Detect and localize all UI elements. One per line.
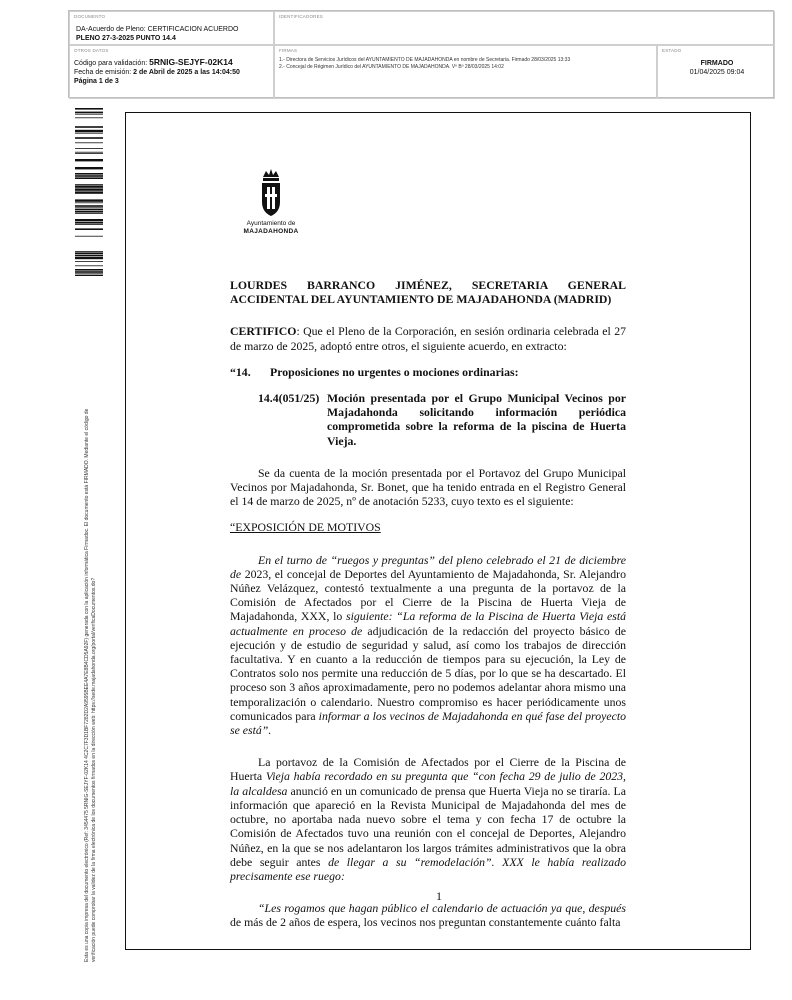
estado-cell xyxy=(657,45,775,99)
exposicion-heading: “EXPOSICIÓN DE MOTIVOS xyxy=(230,520,381,535)
estado-date: 01/04/2025 09:04 xyxy=(689,69,745,76)
validation-header xyxy=(68,10,774,98)
documento-title xyxy=(76,25,271,43)
codigo-label: Código para validación: xyxy=(74,60,148,67)
signatory-title-line-2: ACCIDENTAL DEL AYUNTAMIENTO DE MAJADAHONDA (MADRID) xyxy=(230,292,612,307)
sidebar-line-1: Esta es una copia impresa del documento electrónico (Ref: 3454475 5RNIG-SEJYF-02K14 4C2C7F3D1BF7282D2A9595BEE4A7E8B4CD5A92F) generada con la aplicación informática Firmadoc. El documento está FIRMADO. Mediante el código de xyxy=(84,408,90,962)
crown-shield-icon xyxy=(258,168,284,218)
mocion-title: Moción presentada por el Grupo Municipal Vecinos por Majadahonda solicitando información periódica comprometida sobre la reforma de la piscina de Huerta Vieja. xyxy=(327,391,626,448)
certifico-text: : Que el Pleno de la Corporación, en sesión ordinaria celebrada el 27 de marzo de 2025, adoptó entre otros, el siguiente acuerdo, en extracto: xyxy=(230,324,626,353)
codigo-value: 5RNIG-SEJYF-02K14 xyxy=(149,57,233,67)
otros-label: OTROS DATOS xyxy=(74,48,109,53)
signatory-title-line-1: LOURDES BARRANCO JIMÉNEZ, SECRETARIA GENERAL xyxy=(230,278,626,292)
documento-line-2: PLENO 27-3-2025 PUNTO 14.4 xyxy=(76,35,176,42)
documento-cell xyxy=(69,11,274,45)
otros-datos-cell xyxy=(69,45,274,99)
documento-label: DOCUMENTO xyxy=(74,14,106,19)
paragraph-se-da-cuenta: Se da cuenta de la moción presentada por el Portavoz del Grupo Municipal Vecinos por Majadahonda, Sr. Bonet, que ha tenido entrada en el Registro General el 14 de marzo de 2025, nº de anotación 5233, cuyo texto es el siguiente: xyxy=(230,465,626,509)
page-number: 1 xyxy=(436,889,442,903)
firma-1: 1.- Directora de Servicios Jurídicos del AYUNTAMIENTO DE MAJADAHONDA en nombre de Secretaria. Firmado 28/03/2025 13:33 xyxy=(279,57,571,63)
estado-label: ESTADO xyxy=(662,48,682,53)
certificate-body xyxy=(230,278,626,930)
identificadores-cell xyxy=(274,11,775,45)
firmas-label: FIRMAS xyxy=(279,48,298,53)
paragraph-portavoz: La portavoz de la Comisión de Afectados por el Cierre de la Piscina de Huerta Vieja había recordado en su pregunta que “con fecha 29 de julio de 2023, la alcaldesa anunció en un comunicado de prensa que Huerta Vieja no se tiraría. La información que apareció en la Revista Municipal de Majadahonda del mes de octubre, no aportaba nada nuevo sobre el tema y con fecha 17 de octubre la Comisión de Afectados tuvo una reunión con el concejal de Deportes, Alejandro Núñez, en la que se nos adelantaron los largos trámites administrativos que la obra debe seguir antes de llegar a su “remodelación”. XXX le había realizado precisamente ese ruego: xyxy=(230,755,627,883)
mocion-number: 14.4(051/25) xyxy=(258,391,320,406)
agenda-item xyxy=(230,365,626,379)
documento-line-1: DA-Acuerdo de Pleno: CERTIFICACION ACUERDO xyxy=(76,26,239,33)
certifico-paragraph xyxy=(230,324,626,352)
certifico-label: CERTIFICO xyxy=(230,324,297,339)
logo-line-1: Ayuntamiento de xyxy=(246,220,296,227)
municipal-logo xyxy=(226,168,316,238)
document-page xyxy=(125,112,751,950)
fecha-label: Fecha de emisión: xyxy=(74,69,132,76)
barcode-icon xyxy=(75,108,103,276)
logo-line-2: MAJADAHONDA xyxy=(243,228,299,235)
estado-value: FIRMADO xyxy=(700,60,734,67)
firmas-cell xyxy=(274,45,657,99)
agenda-item-number: “14. xyxy=(230,364,251,379)
paragraph-ruegos: En el turno de “ruegos y preguntas” del pleno celebrado el 21 de diciembre de 2023, el concejal de Deportes del Ayuntamiento de Majadahonda, Sr. Alejandro Núñez Velázquez, contestó textualmente a una pregunta de la portavoz de la Comisión de Afectados por el Cierre de la Piscina de Huerta Vieja de Majadahonda, XXX, lo siguiente: “La reforma de la Piscina de Huerta Vieja está actualmente en proceso de adjudicación de la redacción del proyecto básico de ejecución y de estudio de seguridad y salud, así como los trabajos de dirección facultativa. Y en cuanto a la reducción de tiempos para su ejecución, la Ley de Contratos solo nos permite una reducción de 5 días, por lo que se ha descartado. El proceso son 3 años aproximadamente, pero no podemos adelantar ahora mismo una temporalización o calendario. Nuestro compromiso es hacer periódicamente unos comunicados para informar a los vecinos de Majadahonda en qué fase del proyecto se está”. xyxy=(230,552,627,738)
agenda-item-title: Proposiciones no urgentes o mociones ordinarias: xyxy=(270,364,519,379)
pagina-indicator: Página 1 de 3 xyxy=(74,78,119,85)
sidebar-line-2: verificación puede comprobar la validez de la firma electrónica de los documentos firmados en la dirección web: https://sede.majadahonda.org/portal/verificaDocumentos.do? xyxy=(91,577,97,962)
verification-sidebar-text xyxy=(84,272,98,962)
identificadores-label: IDENTIFICADORES xyxy=(279,14,324,19)
paragraph-les-rogamos: “Les rogamos que hagan público el calendario de actuación ya que, después de más de 2 años de espera, los vecinos nos preguntan constantemente cuánto falta xyxy=(230,901,626,930)
fecha-value: 2 de Abril de 2025 a las 14:04:50 xyxy=(133,69,240,76)
firma-2: 2.- Concejal de Régimen Jurídico del AYUNTAMIENTO DE MAJADAHONDA. Vº Bº 28/03/2025 14:02 xyxy=(279,64,504,70)
mocion-heading xyxy=(258,391,626,448)
